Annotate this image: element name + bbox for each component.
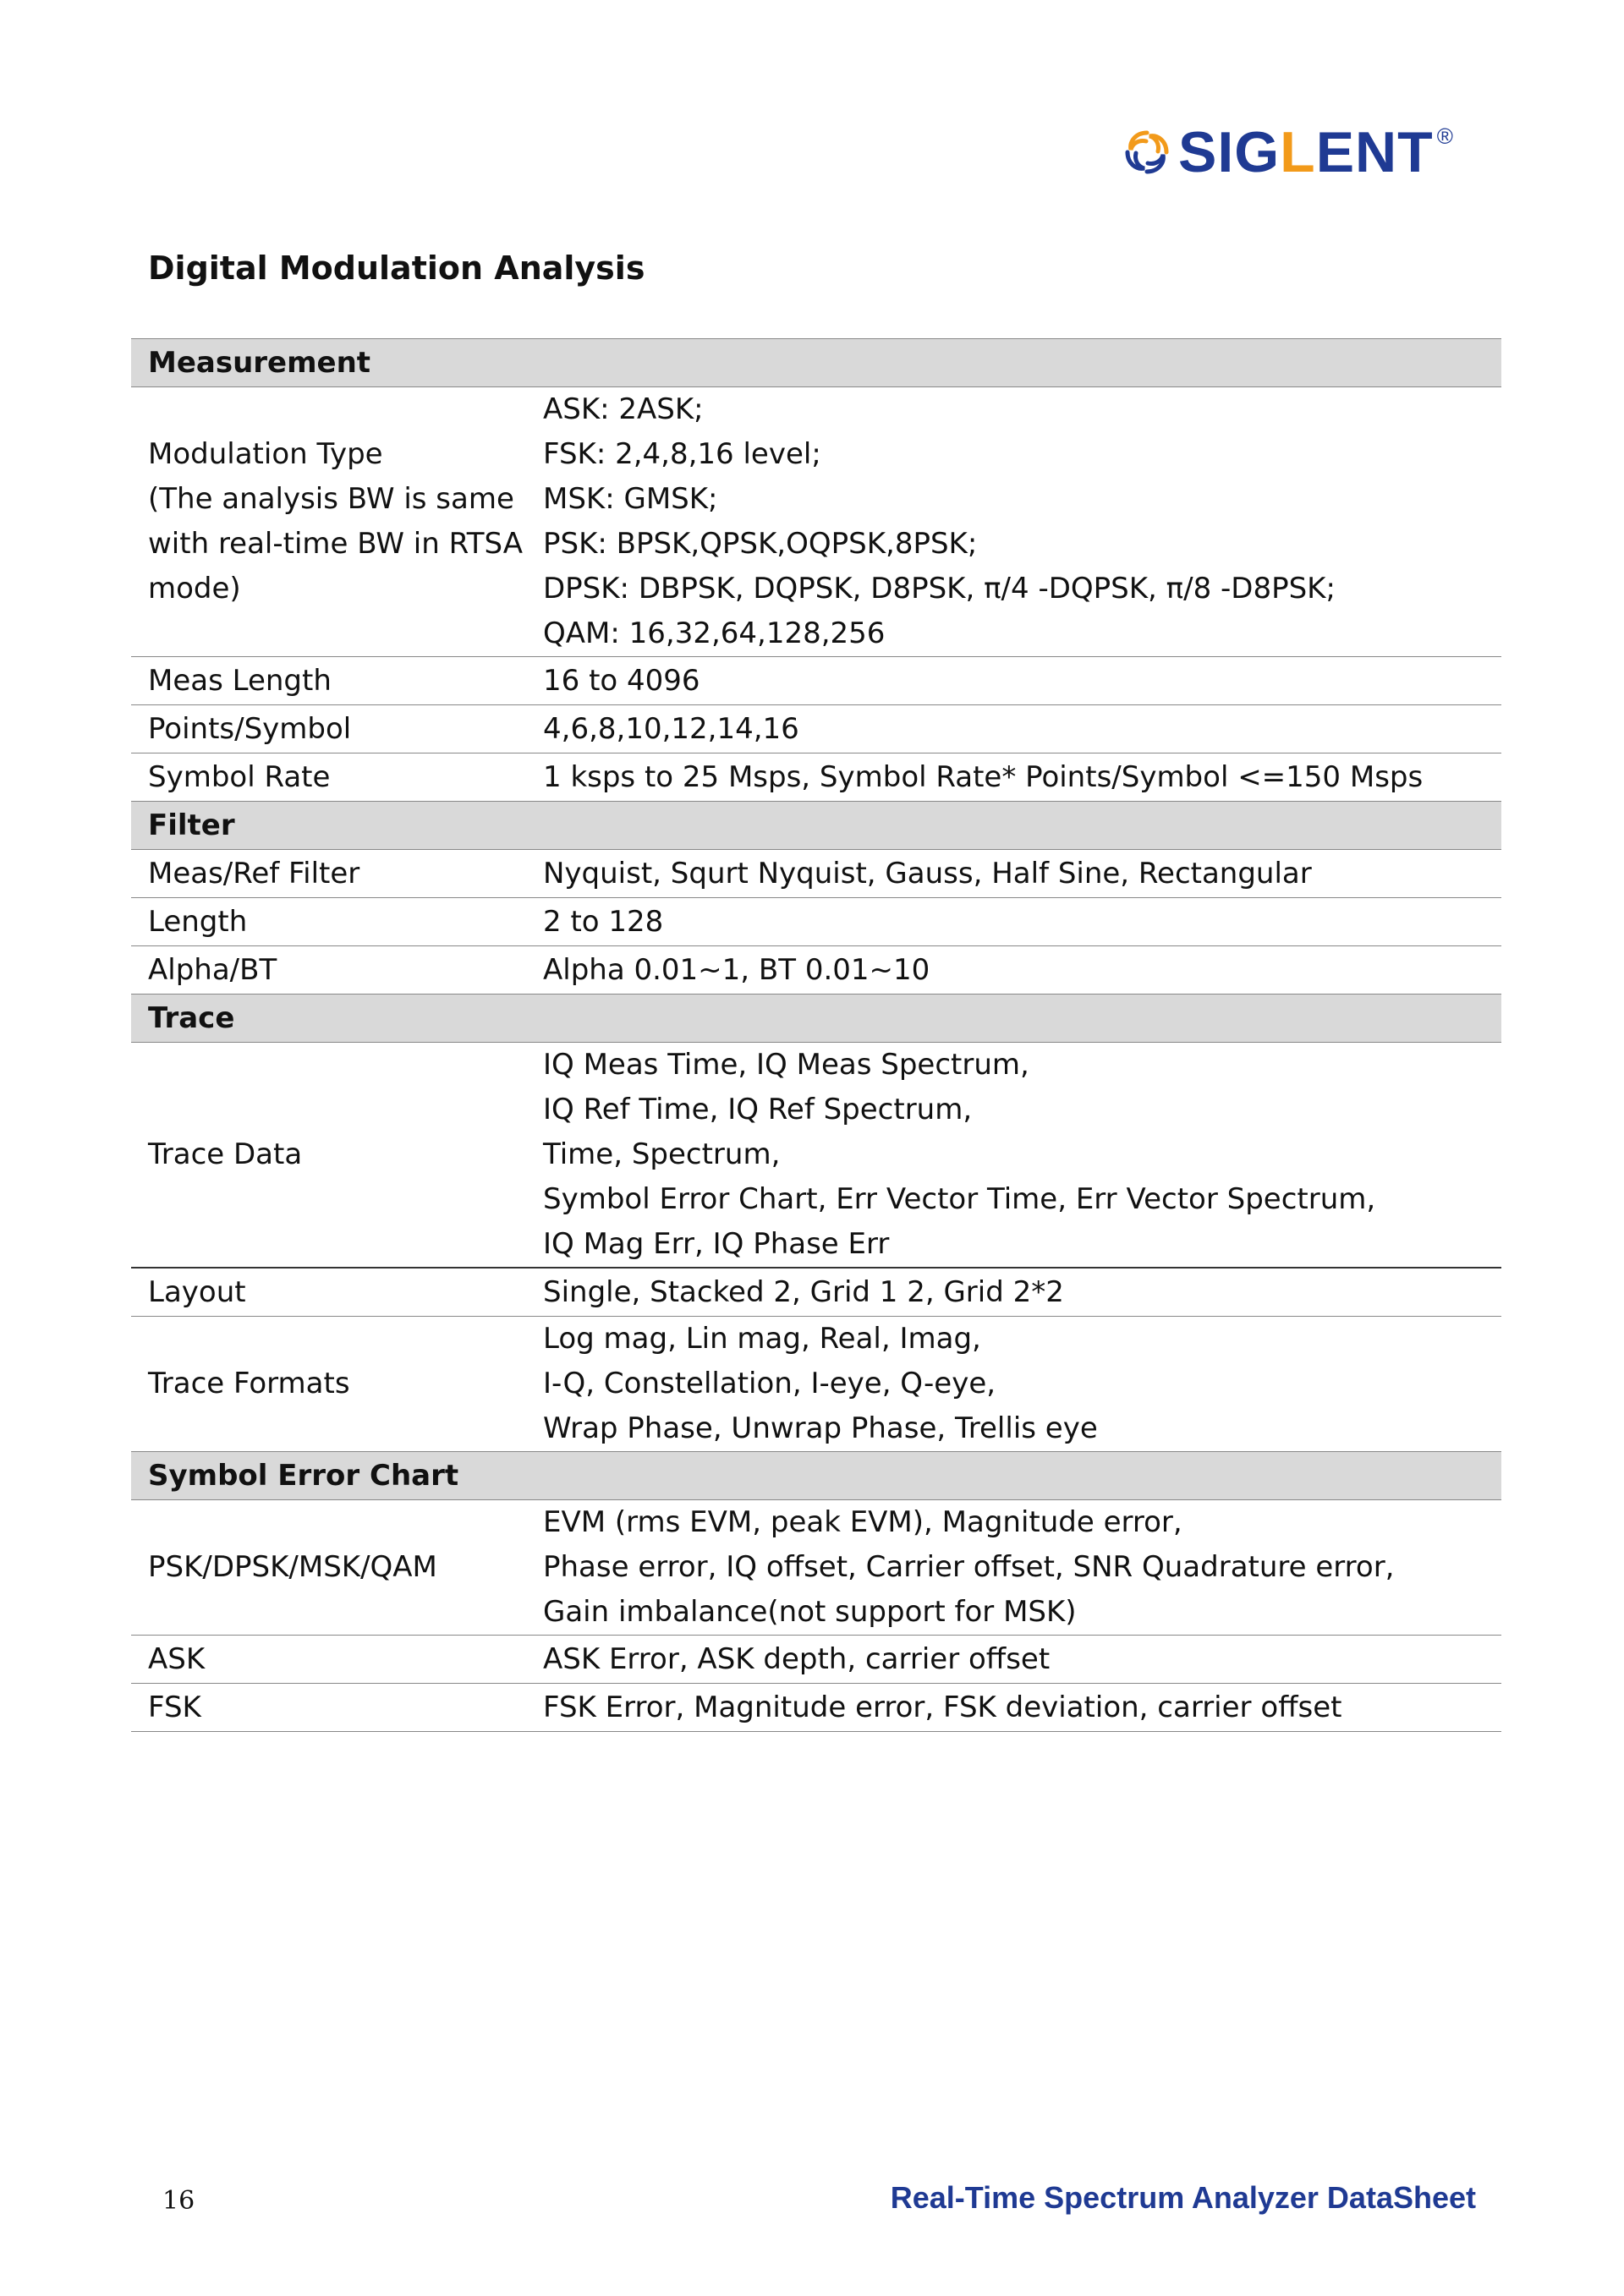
section-header-filter: Filter (131, 802, 1501, 850)
siglent-logo-mark-icon (1121, 126, 1173, 178)
row-value: Alpha 0.01~1, BT 0.01~10 (526, 946, 1501, 995)
table-row (131, 1043, 1501, 1269)
spec-table (131, 338, 1501, 1732)
row-value-trace-formats: Log mag, Lin mag, Real, Imag, I-Q, Constellation, I-eye, Q-eye, Wrap Phase, Unwrap Phase, Trellis eye (526, 1317, 1501, 1452)
section-header-trace: Trace (131, 995, 1501, 1043)
table-row (131, 1317, 1501, 1452)
table-row (131, 1268, 1501, 1317)
row-value-modulation-type: ASK: 2ASK; FSK: 2,4,8,16 level; MSK: GMSK; PSK: BPSK,QPSK,OQPSK,8PSK; DPSK: DBPSK, DQPSK, D8PSK, π/4 -DQPSK, π/8 -D8PSK; QAM: 16,32,64,128,256 (526, 387, 1501, 657)
table-row (131, 753, 1501, 802)
row-label: ASK (131, 1636, 526, 1684)
row-label: FSK (131, 1684, 526, 1732)
table-row (131, 850, 1501, 898)
table-row (131, 1636, 1501, 1684)
row-value: 1 ksps to 25 Msps, Symbol Rate* Points/Symbol <=150 Msps (526, 753, 1501, 802)
row-value-psk-dpsk-msk-qam: EVM (rms EVM, peak EVM), Magnitude error, Phase error, IQ offset, Carrier offset, SNR Quadrature error, Gain imbalance(not support for MSK) (526, 1500, 1501, 1636)
row-value: FSK Error, Magnitude error, FSK deviation, carrier offset (526, 1684, 1501, 1732)
table-row (131, 1500, 1501, 1636)
section-header-symbol-error-chart: Symbol Error Chart (131, 1452, 1501, 1500)
row-label: Alpha/BT (131, 946, 526, 995)
row-value-trace-data: IQ Meas Time, IQ Meas Spectrum, IQ Ref Time, IQ Ref Spectrum, Time, Spectrum, Symbol Error Chart, Err Vector Time, Err Vector Spectrum, IQ Mag Err, IQ Phase Err (526, 1043, 1501, 1269)
table-row (131, 1684, 1501, 1732)
page-number: 16 (162, 2186, 195, 2216)
row-label-modulation-type: Modulation Type (The analysis BW is same with real-time BW in RTSA mode) (131, 387, 526, 657)
table-row (131, 946, 1501, 995)
row-label: PSK/DPSK/MSK/QAM (131, 1500, 526, 1636)
siglent-logo (1121, 120, 1453, 184)
siglent-wordmark: SIGLENT (1178, 120, 1434, 184)
table-row (131, 898, 1501, 946)
table-row (131, 705, 1501, 753)
table-row (131, 657, 1501, 705)
row-value: 4,6,8,10,12,14,16 (526, 705, 1501, 753)
document-title: Real-Time Spectrum Analyzer DataSheet (890, 2180, 1476, 2215)
row-label: Layout (131, 1268, 526, 1317)
row-label: Symbol Rate (131, 753, 526, 802)
registered-mark: ® (1436, 123, 1453, 149)
table-row (131, 387, 1501, 657)
page-title: Digital Modulation Analysis (148, 249, 645, 287)
row-label: Meas Length (131, 657, 526, 705)
row-label: Points/Symbol (131, 705, 526, 753)
row-value: ASK Error, ASK depth, carrier offset (526, 1636, 1501, 1684)
row-value: 16 to 4096 (526, 657, 1501, 705)
row-label: Trace Formats (131, 1317, 526, 1452)
row-value: Nyquist, Squrt Nyquist, Gauss, Half Sine, Rectangular (526, 850, 1501, 898)
row-label: Trace Data (131, 1043, 526, 1269)
row-value: Single, Stacked 2, Grid 1 2, Grid 2*2 (526, 1268, 1501, 1317)
row-label: Length (131, 898, 526, 946)
row-label: Meas/Ref Filter (131, 850, 526, 898)
section-header-measurement: Measurement (131, 339, 1501, 387)
row-value: 2 to 128 (526, 898, 1501, 946)
